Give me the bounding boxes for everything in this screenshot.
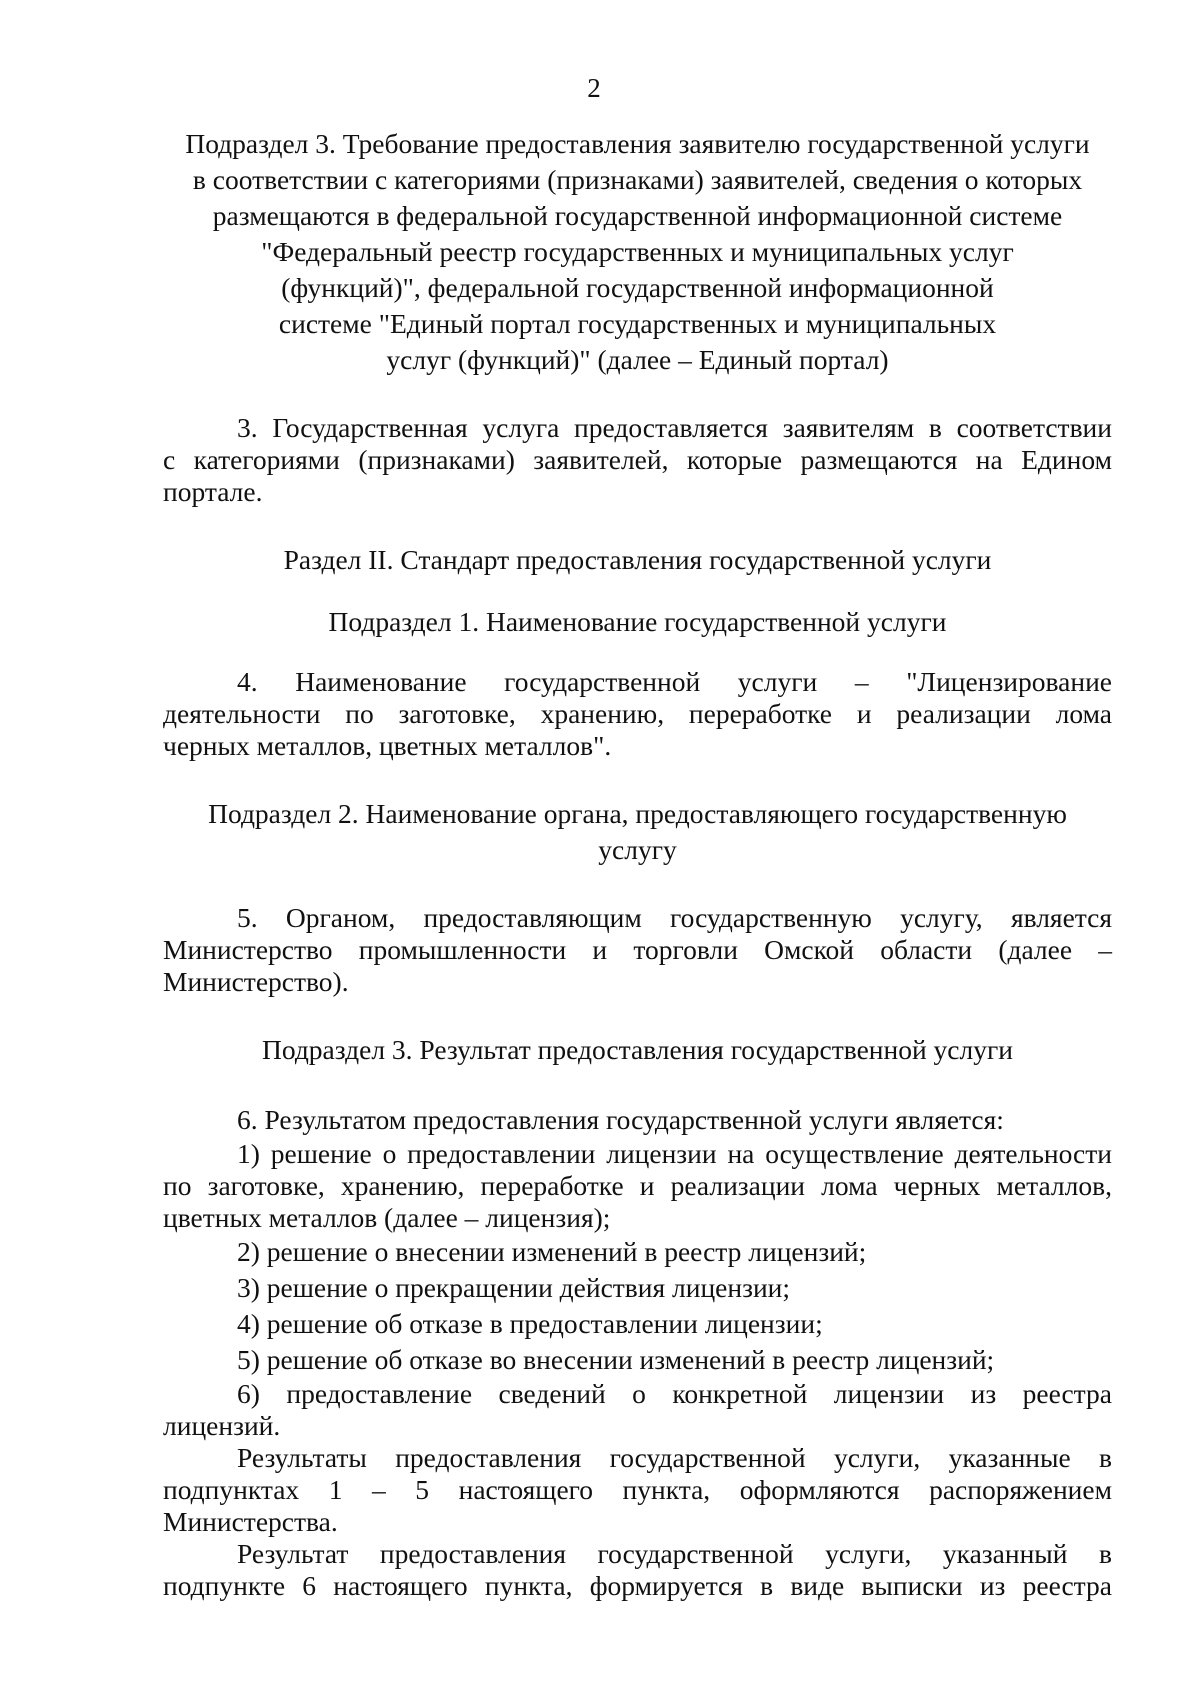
subsection-2-heading <box>163 796 1112 868</box>
heading-line: в соответствии с категориями (признаками) заявителей, сведения о которых <box>192 164 1083 195</box>
result-paragraph-line: подпункте 6 настоящего пункта, формируется в виде выписки из реестра <box>163 1570 1112 1601</box>
item-3-paragraph <box>163 412 1112 508</box>
item-4-paragraph <box>163 666 1112 762</box>
paragraph-line: 3. Государственная услуга предоставляется заявителям в соответствии <box>237 412 1112 443</box>
paragraph-line: с категориями (признаками) заявителей, которые размещаются на Едином <box>163 444 1112 475</box>
result-paragraph-line: Результат предоставления государственной услуги, указанный в <box>237 1538 1112 1569</box>
subsection-1-heading: Подраздел 1. Наименование государственной услуги <box>328 606 947 637</box>
page-number: 2 <box>587 73 601 103</box>
document-body <box>163 126 1112 1602</box>
subitem-1-line: 1) решение о предоставлении лицензии на осуществление деятельности <box>237 1138 1112 1169</box>
paragraph-line: 5. Органом, предоставляющим государственную услугу, является <box>237 902 1112 933</box>
subitem-4: 4) решение об отказе в предоставлении лицензии; <box>237 1308 823 1339</box>
results-paragraph-line: подпунктах 1 – 5 настоящего пункта, оформляются распоряжением <box>163 1474 1112 1505</box>
paragraph-line: Министерство промышленности и торговли Омской области (далее – <box>163 934 1112 965</box>
section-2-heading: Раздел II. Стандарт предоставления государственной услуги <box>283 544 992 575</box>
subitem-6-line: 6) предоставление сведений о конкретной лицензии из реестра <box>237 1378 1112 1409</box>
subitem-1-line: цветных металлов (далее – лицензия); <box>163 1202 611 1233</box>
subitem-6-line: лицензий. <box>163 1410 281 1441</box>
results-paragraph-line: Министерства. <box>163 1506 338 1537</box>
heading-line: системе "Единый портал государственных и муниципальных <box>278 308 997 339</box>
heading-line: размещаются в федеральной государственной информационной системе <box>212 200 1063 231</box>
paragraph-line: 4. Наименование государственной услуги – "Лицензирование <box>237 666 1112 697</box>
paragraph-line: черных металлов, цветных металлов". <box>163 730 612 761</box>
item-6-block <box>163 1102 1112 1602</box>
subsection-3b-heading: Подраздел 3. Результат предоставления государственной услуги <box>262 1034 1013 1065</box>
heading-line: "Федеральный реестр государственных и муниципальных услуг <box>261 236 1014 267</box>
paragraph-line: деятельности по заготовке, хранению, переработке и реализации лома <box>163 698 1112 729</box>
subsection-3-heading <box>163 126 1112 378</box>
item-6-intro: 6. Результатом предоставления государственной услуги является: <box>237 1104 1004 1135</box>
item-5-paragraph <box>163 902 1112 998</box>
heading-line: Подраздел 2. Наименование органа, предоставляющего государственную <box>208 798 1067 829</box>
subitem-3: 3) решение о прекращении действия лицензии; <box>237 1272 791 1303</box>
heading-line: услуг (функций)" (далее – Единый портал) <box>386 344 889 375</box>
subitem-5: 5) решение об отказе во внесении изменений в реестр лицензий; <box>237 1344 995 1375</box>
heading-line: Подраздел 3. Требование предоставления заявителю государственной услуги <box>185 128 1090 159</box>
paragraph-line: Министерство). <box>163 966 349 997</box>
paragraph-line: портале. <box>163 476 263 507</box>
subitem-2: 2) решение о внесении изменений в реестр лицензий; <box>237 1236 867 1267</box>
results-paragraph-line: Результаты предоставления государственной услуги, указанные в <box>237 1442 1112 1473</box>
heading-line: (функций)", федеральной государственной информационной <box>281 272 994 303</box>
heading-line: услугу <box>598 834 677 865</box>
subitem-1-line: по заготовке, хранению, переработке и реализации лома черных металлов, <box>163 1170 1112 1201</box>
